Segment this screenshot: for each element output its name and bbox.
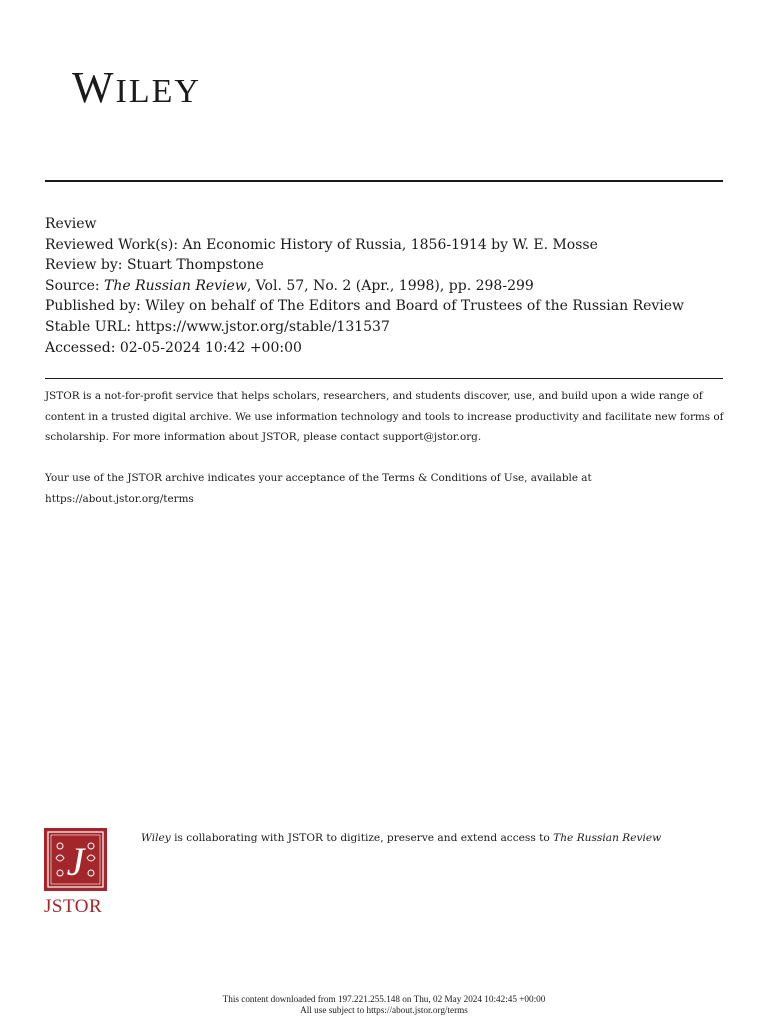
source-prefix: Source:: [45, 277, 105, 294]
terms-link[interactable]: https://about.jstor.org/terms: [45, 492, 194, 505]
jstor-logo: [44, 828, 108, 920]
stable-url-link[interactable]: Stable URL: https://www.jstor.org/stable/131537: [45, 318, 390, 335]
source-line: [45, 276, 735, 297]
citation-metadata: [45, 214, 735, 358]
terms-notice-text: Your use of the JSTOR archive indicates your acceptance of the Terms & Conditions of Use, available at: [45, 472, 592, 485]
terms-footer: All use subject to https://about.jstor.org/terms: [300, 1005, 468, 1015]
wiley-logo-initial: W: [72, 63, 116, 112]
reviewed-work: Reviewed Work(s): An Economic History of Russia, 1856-1914 by W. E. Mosse: [45, 236, 598, 253]
collab-text: is collaborating with JSTOR to digitize, preserve and extend access to: [170, 832, 554, 844]
download-footer: [0, 994, 768, 1016]
accessed-date: Accessed: 02-05-2024 10:42 +00:00: [45, 339, 302, 356]
middle-divider: [45, 378, 723, 379]
top-divider: [45, 180, 723, 182]
jstor-wordmark: JSTOR: [44, 896, 103, 917]
jstor-emblem-icon: [44, 828, 107, 891]
review-author: Review by: Stuart Thompstone: [45, 257, 264, 274]
collab-publisher: Wiley: [141, 832, 171, 844]
published-by: Published by: Wiley on behalf of The Editors and Board of Trustees of the Russian Review: [45, 298, 685, 315]
svg-text:J: J: [66, 839, 85, 884]
wiley-logo: [72, 63, 201, 112]
item-type: Review: [45, 216, 97, 232]
source-details: , Vol. 57, No. 2 (Apr., 1998), pp. 298-299: [246, 277, 534, 294]
terms-notice-paragraph: [45, 468, 735, 509]
jstor-notice-paragraph: JSTOR is a not-for-profit service that helps scholars, researchers, and students discover, use, and build upon a wide range of content in a trusted digital archive. We use information technology and tools to increase productivity and facilitate new forms of scholarship. For more information about JSTOR, please contact support@jstor.org.: [45, 390, 724, 444]
wiley-logo-rest: ILEY: [115, 73, 201, 110]
jstor-notice: [45, 386, 735, 530]
source-journal: The Russian Review: [104, 277, 247, 294]
collab-journal: The Russian Review: [553, 832, 662, 844]
download-info: This content downloaded from 197.221.255.148 on Thu, 02 May 2024 10:42:45 +00:00: [222, 994, 546, 1004]
collaboration-statement: [141, 832, 681, 845]
